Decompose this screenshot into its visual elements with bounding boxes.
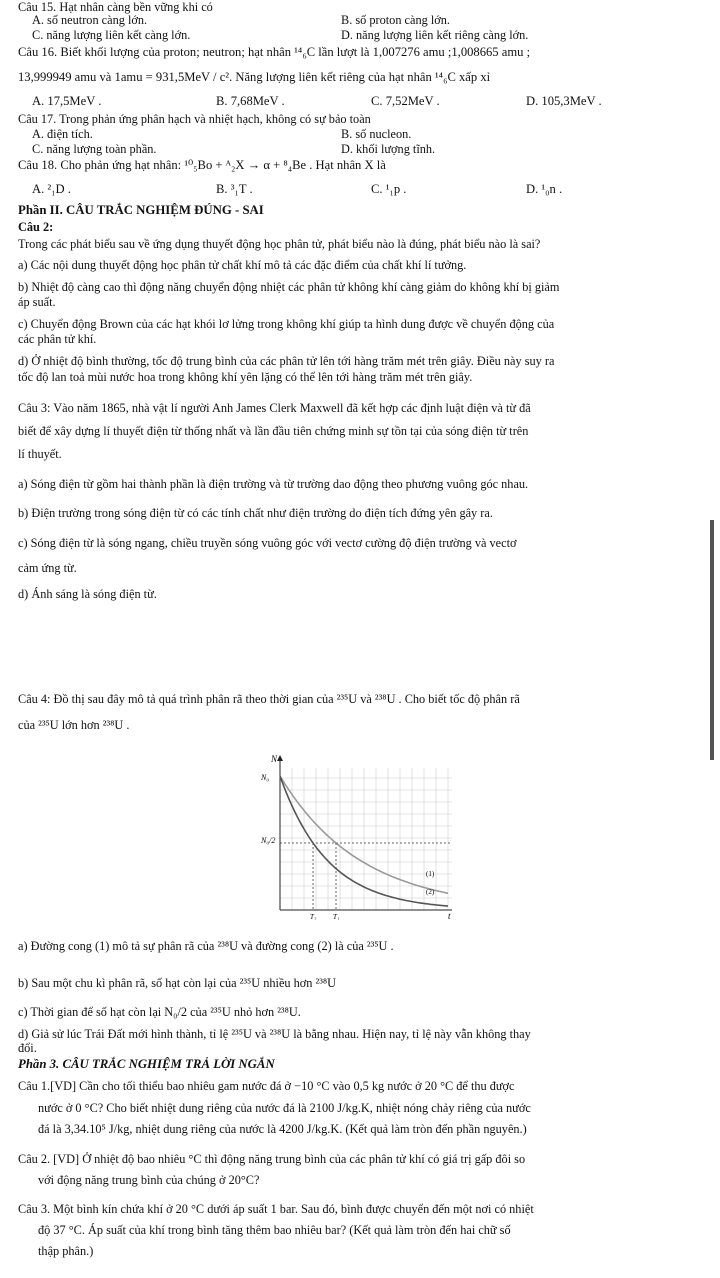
question-3-cont2: lí thuyết. xyxy=(18,447,62,461)
question-17: Câu 17. Trong phản ứng phân hạch và nhiệt hạch, không có sự bảo toàn xyxy=(18,112,371,126)
part3-q3: Câu 3. Một bình kín chứa khí ở 20 °C dưới áp suất 1 bar. Sau đó, bình được chuyển đến một nơi có nhiệt xyxy=(18,1202,534,1216)
part3-q2: Câu 2. [VD] Ở nhiệt độ bao nhiêu °C thì động năng trung bình của các phân tử khí có giá trị gấp đôi so xyxy=(18,1152,526,1166)
x-tick-t1: T₁ xyxy=(333,913,340,920)
vertical-scrollbar[interactable] xyxy=(710,520,714,760)
q4-a: a) Đường cong (1) mô tả sự phân rã của ²³⁸U và đường cong (2) là của ²³⁵U . xyxy=(18,939,394,953)
q3-c: c) Sóng điện từ là sóng ngang, chiều truyền sóng vuông góc với vectơ cường độ điện trường và vectơ xyxy=(18,536,517,550)
q2-label: Câu 2: xyxy=(18,220,54,234)
q3-b: b) Điện trường trong sóng điện từ có các tính chất như điện trường do điện tích đứng yên gây ra. xyxy=(18,506,493,520)
question-16-cont: 13,999949 amu và 1amu = 931,5MeV / c². Năng lượng liên kết riêng của hạt nhân ¹⁴₆C xấp xỉ xyxy=(18,70,491,84)
part3-q3-cont: độ 37 °C. Áp suất của khí trong bình tăng thêm bao nhiêu bar? (Kết quả làm tròn đến hai chữ số xyxy=(38,1223,511,1237)
question-15: Câu 15. Hạt nhân càng bền vững khi có xyxy=(18,0,213,14)
question-16: Câu 16. Biết khối lượng của proton; neutron; hạt nhân ¹⁴₆C lần lượt là 1,007276 amu ;1,008665 amu ; xyxy=(18,45,531,59)
q2-b-cont: áp suất. xyxy=(18,295,56,309)
part3-q1: Câu 1.[VD] Cần cho tối thiểu bao nhiêu gam nước đá ở −10 °C vào 0,5 kg nước ở 20 °C để thu được xyxy=(18,1079,515,1093)
question-18: Câu 18. Cho phản ứng hạt nhân: ¹⁰₅Bo + ᴬ₂X → α + ⁸₄Be . Hạt nhân X là xyxy=(18,158,386,172)
q2-c: c) Chuyển động Brown của các hạt khói lơ lửng trong không khí giúp ta hình dung được về chuyển động của xyxy=(18,317,555,331)
q2-d-cont: tốc độ lan toả mùi nước hoa trong không khí yên lặng có thể lên tới hàng trăm mét trên giây. xyxy=(18,370,473,384)
y-axis-label: N xyxy=(271,754,278,764)
decay-chart xyxy=(258,750,458,920)
part3-q1-cont: nước ở 0 °C? Cho biết nhiệt dung riêng của nước đá là 2100 J/kg.K, nhiệt nóng chảy riêng của nước xyxy=(38,1101,531,1115)
q2-a: a) Các nội dung thuyết động học phân tử chất khí mô tả các đặc điểm của chất khí lí tưởng. xyxy=(18,258,467,272)
part-2-heading: Phần II. CÂU TRẮC NGHIỆM ĐÚNG - SAI xyxy=(18,203,264,217)
q2-c-cont: các phân tử khí. xyxy=(18,332,97,346)
q4-c: c) Thời gian để số hạt còn lại N₀/2 của ²³⁵U nhỏ hơn ²³⁸U. xyxy=(18,1005,301,1019)
question-4-cont: của ²³⁵U lớn hơn ²³⁸U . xyxy=(18,718,130,732)
y-tick-n0: N₀ xyxy=(261,773,270,782)
part3-q2-cont: với động năng trung bình của chúng ở 20°C? xyxy=(38,1173,260,1187)
part3-q3-cont2: thập phân.) xyxy=(38,1244,94,1258)
q4-b: b) Sau một chu kì phân rã, số hạt còn lại của ²³⁵U nhiều hơn ²³⁸U xyxy=(18,976,337,990)
question-3-cont: biết để xây dựng lí thuyết điện từ thống nhất và lần đầu tiên chứng minh sự tồn tại của sóng điện từ trên xyxy=(18,424,529,438)
question-4: Câu 4: Đồ thị sau đây mô tả quá trình phân rã theo thời gian của ²³⁵U và ²³⁸U . Cho biết tốc độ phân rã xyxy=(18,692,520,706)
q4-d: d) Giả sử lúc Trái Đất mới hình thành, tỉ lệ ²³⁵U và ²³⁸U là bằng nhau. Hiện nay, tỉ lệ này vẫn không thay xyxy=(18,1027,531,1041)
q4-d-cont: đổi. xyxy=(18,1041,37,1055)
x-tick-t2: T₂ xyxy=(310,913,317,920)
y-tick-half: N₀/2 xyxy=(261,836,276,845)
part3-q1-cont2: đá là 3,34.10⁵ J/kg, nhiệt dung riêng của nước là 4200 J/kg.K. (Kết quả làm tròn đến phần nguyên.) xyxy=(38,1122,527,1136)
q3-a: a) Sóng điện từ gồm hai thành phần là điện trường và từ trường dao động theo phương vuông góc nhau. xyxy=(18,477,529,491)
x-axis-label: t xyxy=(448,911,451,920)
q3-c-cont: cảm ứng từ. xyxy=(18,561,77,575)
part-3-heading: Phần 3. CÂU TRẮC NGHIỆM TRẢ LỜI NGẮN xyxy=(18,1057,275,1071)
q2-b: b) Nhiệt độ càng cao thì động năng chuyển động nhiệt các phân tử không khí càng giảm do không khí bị giảm xyxy=(18,280,560,294)
q2-d: d) Ở nhiệt độ bình thường, tốc độ trung bình của các phân tử lên tới hàng trăm mét trên giây. Điều này suy ra xyxy=(18,354,555,368)
series-label-2: (2) xyxy=(426,888,435,896)
question-3: Câu 3: Vào năm 1865, nhà vật lí người Anh James Clerk Maxwell đã kết hợp các định luật điện và từ đã xyxy=(18,401,531,415)
q3-d: d) Ánh sáng là sóng điện từ. xyxy=(18,587,157,601)
q2-prompt: Trong các phát biểu sau về ứng dụng thuyết động học phân tử, phát biểu nào là đúng, phát biểu nào là sai? xyxy=(18,237,541,251)
series-label-1: (1) xyxy=(426,870,435,878)
